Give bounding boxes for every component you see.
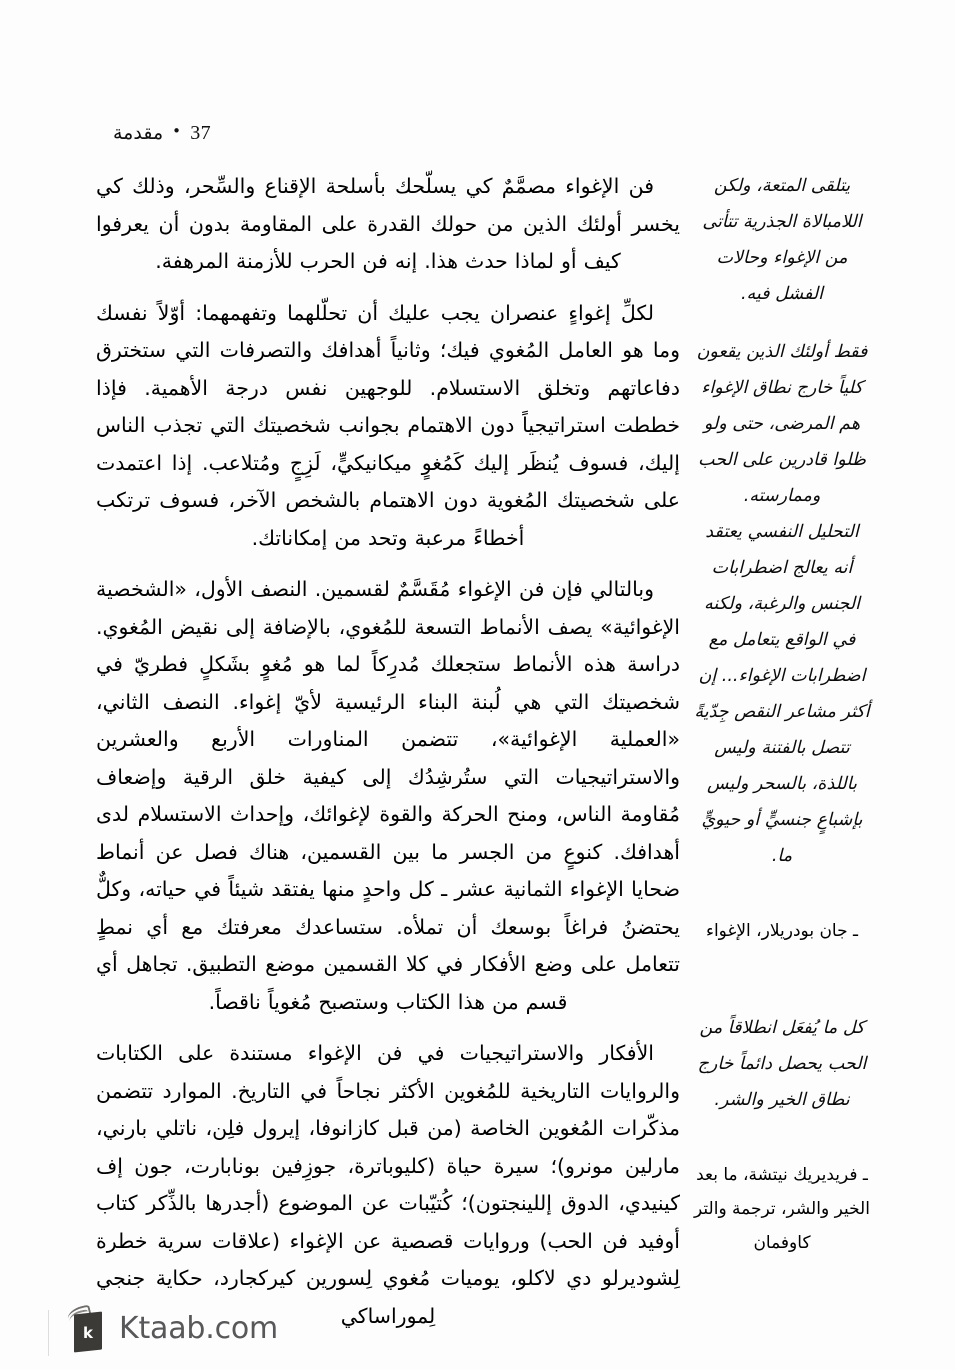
margin-note-1: يتلقى المتعة، ولكن اللامبالاة الجذرية تتأتى من الإغواء وحالات الفشل فيه. bbox=[702, 176, 862, 304]
margin-note-attribution-2: ـ فريديريك نيتشة، ما بعد الخير والشر، ترجمة والتر كاوفمان bbox=[694, 1165, 870, 1253]
header-separator-dot: • bbox=[172, 122, 182, 140]
running-header bbox=[113, 122, 211, 145]
margin-note-4: كل ما يُفعَل انطلاقاً من الحب يحصل دائماً خارج نطاق الخير والشر. bbox=[697, 1018, 867, 1110]
note-spacer bbox=[693, 948, 871, 1010]
ktaab-watermark bbox=[66, 1304, 278, 1352]
watermark-brand-text: Ktaab.com bbox=[119, 1310, 279, 1346]
margin-note-3: التحليل النفسي يعتقد أنه يعالج اضطرابات الجنس والرغبة، ولكنه في الواقع يتعامل مع اضطرابات الإغواء... إن أكثر مشاعر النقص جِدّيةً تتصل بالفتنة وليس باللذة، بالسحر وليس بإشباعٍ جنسيٍّ أو حيويٍّ ما. bbox=[694, 522, 870, 866]
book-logo-icon bbox=[66, 1304, 108, 1352]
book-cover-icon bbox=[74, 1312, 102, 1353]
header-section-label: مقدمة bbox=[113, 122, 164, 144]
logo-letter: k bbox=[83, 1324, 93, 1342]
note-spacer bbox=[693, 874, 871, 914]
note-spacer bbox=[693, 1118, 871, 1158]
paragraph-1: فن الإغواء مصمَّمٌ كي يسلّحك بأسلحة الإقناع والسِّحر، وذلك كي يخسر أولئك الذين من حولك القدرة على المقاومة بدون أن يعرفوا كيف أو لماذا حدث هذا. إنه فن الحرب للأزمنة المرهفة. bbox=[96, 174, 680, 273]
paragraph-2: لكلِّ إغواءٍ عنصران يجب عليك أن تحلّلهما وتفهمهما: أوّلاً نفسك وما هو العامل المُغوي فيك؛ وثانياً أهدافك والتصرفات التي ستخترق دفاعاتهم وتخلق الاستسلام. للوجهين نفس درجة الأهمية. فإذا خططت استراتيجياً دون الاهتمام بجوانب شخصيتك التي تجذب الناس إليك، فسوف يُنظَر إليك كَمُغوٍ ميكانيكيٍّ، لَزِجٍ ومُتلاعب. إذا اعتمدت على شخصيتك المُغوية دون الاهتمام بالشخص الآخر، فسوف ترتكب أخطاءً مرعبة وتحد من إمكاناتك. bbox=[96, 300, 680, 550]
page-edge-line bbox=[48, 1310, 49, 1356]
margin-notes-column bbox=[693, 168, 871, 1273]
page-number: 37 bbox=[190, 122, 211, 144]
margin-note-attribution-1: ـ جان بودريلار، الإغواء bbox=[705, 921, 859, 941]
paragraph-4: الأفكار والاستراتيجيات في فن الإغواء مستندة على الكتابات والروايات التاريخية للمُغوين الأكثر نجاحاً في التاريخ. الموارد تتضمن مذكّرات المُغوين الخاصة (من قبل كازانوفا، إيرول فلِن، ناتلي بارني، مارلين مونرو)؛ سيرة حياة (كليوباترة، جوزِفين بونابارت، جون إف كينيدي، الدوق إللينجتون)؛ كُتيّبات عن الموضوع (أجدرها بالذِّكر كتاب أوفيد فن الحب) وروايات قصصية عن الإغواء (علاقات سرية خطرة لِشوديرلو دي لاكلو، يوميات مُغوي لِسورين كيركجارد، حكاية جنجي لِموراساكي bbox=[96, 1041, 680, 1328]
margin-note-2: فقط أولئك الذين يقعون كلياً خارج نطاق الإغواء هم المرضى، حتى ولو ظلوا قادرين على الحب وممارسته. bbox=[696, 342, 868, 506]
note-spacer bbox=[693, 312, 871, 334]
paragraph-3: وبالتالي فإن فن الإغواء مُقَسَّمٌ لقسمين. النصف الأول، «الشخصية الإغوائية» يصف الأنماط التسعة للمُغوي، بالإضافة إلى نقيض المُغوي. دراسة هذه الأنماط ستجعلك مُدرِكاً لما هو مُغوٍ بشَكلٍ فطريّ في شخصيتك التي هي لُبنة البناء الرئيسية لأيّ إغواء. النصف الثاني، «العملية الإغوائية»، تتضمن المناورات الأربع والعشرين والاستراتيجيات التي ستُرشِدُك إلى كيفية خلق الرقية وإضعاف مُقاومة الناس، ومنح الحركة والقوة لإغوائك، وإحداث الاستسلام لدى أهدافك. كنوعٍ من الجسر ما بين القسمين، هناك فصل عن أنماط ضحايا الإغواء الثمانية عشر ـ كل واحدٍ منها يفتقد شيئاً في حياته، وكلٌّ يحتضنُ فراغاً بوسعك أن تملأه. ستساعدك معرفتك مع أي نمطٍ تتعامل على وضع الأفكار في كلا القسمين موضع التطبيق. تجاهل أي قسم من هذا الكتاب وستصبح مُغوياً ناقصاً. bbox=[96, 577, 680, 1014]
